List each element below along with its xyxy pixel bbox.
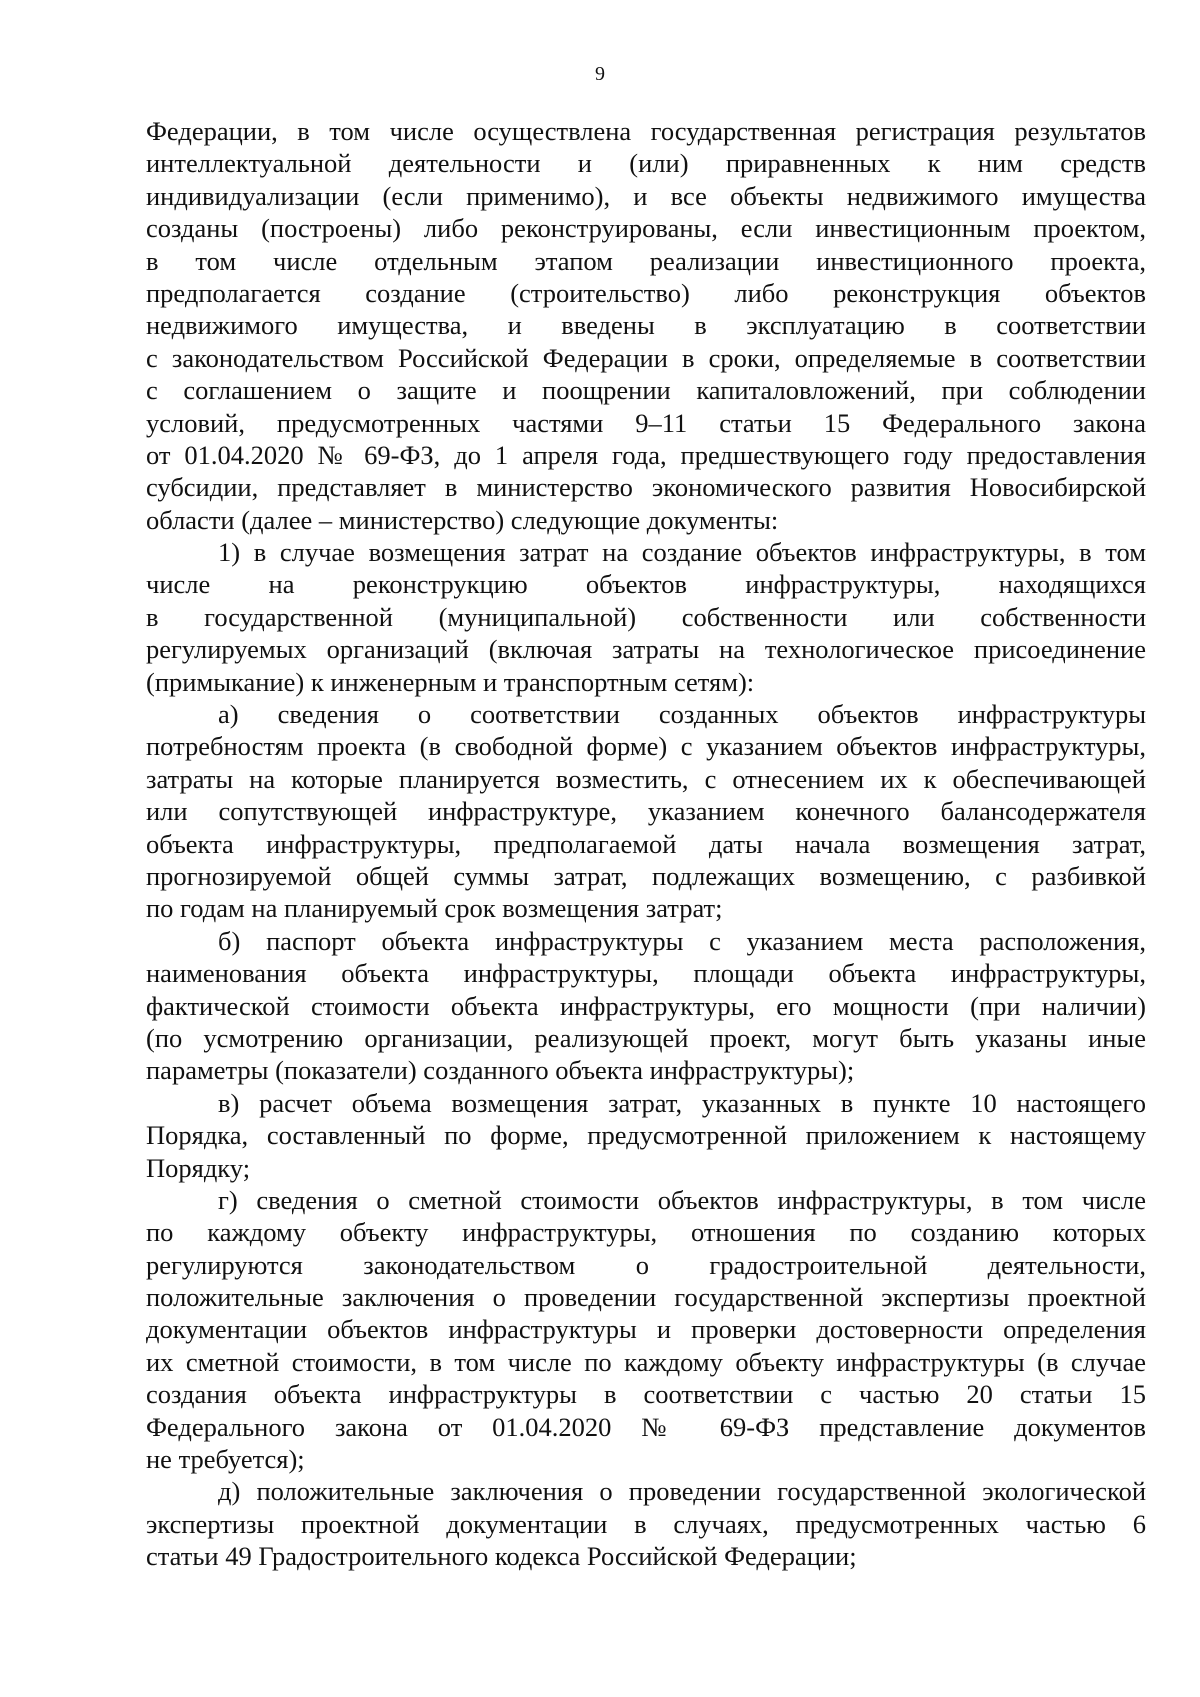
- text-line: прогнозируемой общей суммы затрат, подлежащих возмещению, с разбивкой: [146, 860, 1146, 891]
- text-line: Федерального закона от 01.04.2020 № 69-ФЗ представление документов: [146, 1411, 1146, 1442]
- text-line: затраты на которые планируется возместить, с отнесением их к обеспечивающей: [146, 763, 1146, 794]
- text-line: создания объекта инфраструктуры в соответствии с частью 20 статьи 15: [146, 1379, 1146, 1410]
- page-number: 9: [595, 63, 605, 85]
- document-body: [146, 115, 1146, 1573]
- text-line: индивидуализации (если применимо), и все объекты недвижимого имущества: [146, 180, 1146, 211]
- text-line: положительные заключения о проведении государственной экспертизы проектной: [146, 1282, 1146, 1313]
- text-line: Федерации, в том числе осуществлена государственная регистрация результатов: [146, 116, 1146, 146]
- text-line: не требуется);: [146, 1444, 305, 1475]
- text-line: (примыкание) к инженерным и транспортным сетям):: [146, 666, 755, 697]
- text-line: а) сведения о соответствии созданных объектов инфраструктуры: [218, 699, 1146, 730]
- text-line: экспертизы проектной документации в случаях, предусмотренных частью 6: [146, 1508, 1146, 1539]
- text-line: в) расчет объема возмещения затрат, указанных в пункте 10 настоящего: [218, 1087, 1146, 1118]
- text-line: наименования объекта инфраструктуры, площади объекта инфраструктуры,: [146, 958, 1146, 989]
- text-line: с соглашением о защите и поощрении капиталовложений, при соблюдении: [146, 375, 1146, 406]
- text-line: документации объектов инфраструктуры и проверки достоверности определения: [146, 1314, 1146, 1345]
- text-line: в том числе отдельным этапом реализации инвестиционного проекта,: [146, 245, 1146, 276]
- text-line: регулируются законодательством о градостроительной деятельности,: [146, 1249, 1146, 1280]
- text-line: числе на реконструкцию объектов инфраструктуры, находящихся: [146, 569, 1146, 600]
- text-line: регулируемых организаций (включая затраты на технологическое присоединение: [146, 634, 1146, 665]
- text-line: параметры (показатели) созданного объекта инфраструктуры);: [146, 1055, 855, 1086]
- text-line: в государственной (муниципальной) собственности или собственности: [146, 601, 1146, 632]
- text-line: предполагается создание (строительство) либо реконструкция объектов: [146, 277, 1146, 308]
- text-line: г) сведения о сметной стоимости объектов инфраструктуры, в том числе: [218, 1184, 1146, 1215]
- text-line: с законодательством Российской Федерации в сроки, определяемые в соответствии: [146, 342, 1146, 373]
- text-line: объекта инфраструктуры, предполагаемой даты начала возмещения затрат,: [146, 828, 1146, 859]
- text-line: д) положительные заключения о проведении государственной экологической: [218, 1476, 1146, 1507]
- text-line: фактической стоимости объекта инфраструктуры, его мощности (при наличии): [146, 990, 1146, 1021]
- text-line: субсидии, представляет в министерство экономического развития Новосибирской: [146, 472, 1146, 503]
- text-line: по каждому объекту инфраструктуры, отношения по созданию которых: [146, 1217, 1146, 1248]
- text-line: по годам на планируемый срок возмещения затрат;: [146, 893, 723, 924]
- text-line: условий, предусмотренных частями 9–11 статьи 15 Федерального закона: [146, 407, 1146, 438]
- text-line: Порядку;: [146, 1152, 251, 1183]
- text-line: б) паспорт объекта инфраструктуры с указанием места расположения,: [218, 925, 1146, 956]
- text-line: или сопутствующей инфраструктуре, указанием конечного балансодержателя: [146, 796, 1146, 827]
- text-line: (по усмотрению организации, реализующей проект, могут быть указаны иные: [146, 1022, 1146, 1053]
- text-line: интеллектуальной деятельности и (или) приравненных к ним средств: [146, 148, 1146, 179]
- text-line: области (далее – министерство) следующие документы:: [146, 504, 779, 535]
- text-line: от 01.04.2020 № 69-ФЗ, до 1 апреля года, предшествующего году предоставления: [146, 439, 1146, 470]
- text-line: созданы (построены) либо реконструированы, если инвестиционным проектом,: [146, 213, 1146, 244]
- text-line: недвижимого имущества, и введены в эксплуатацию в соответствии: [146, 310, 1146, 341]
- text-line: 1) в случае возмещения затрат на создание объектов инфраструктуры, в том: [218, 537, 1146, 568]
- text-line: статьи 49 Градостроительного кодекса Российской Федерации;: [146, 1541, 857, 1572]
- text-line: Порядка, составленный по форме, предусмотренной приложением к настоящему: [146, 1120, 1146, 1151]
- text-line: потребностям проекта (в свободной форме) с указанием объектов инфраструктуры,: [146, 731, 1146, 762]
- text-line: их сметной стоимости, в том числе по каждому объекту инфраструктуры (в случае: [146, 1346, 1146, 1377]
